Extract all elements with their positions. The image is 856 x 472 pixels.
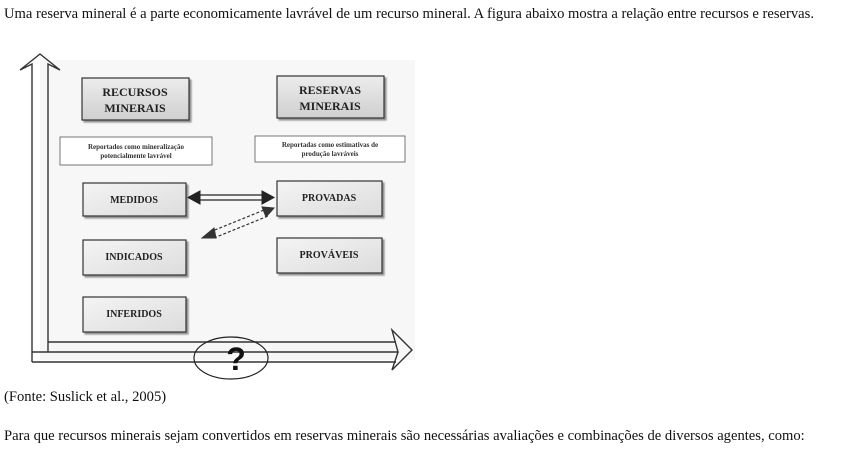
provaveis-label: PROVÁVEIS [299, 250, 359, 261]
figure-source: (Fonte: Suslick et al., 2005) [4, 389, 167, 405]
provaveis-box [277, 238, 382, 273]
reservas-title-line1: RESERVAS [298, 83, 362, 97]
indicados-label: INDICADOS [105, 252, 163, 263]
reservas-minerais-box [277, 76, 384, 118]
inferidos-box [83, 297, 186, 332]
reservas-title-line2: MINERAIS [299, 99, 361, 113]
question-mark: ? [226, 341, 246, 377]
recursos-title-line2: MINERAIS [104, 101, 166, 115]
indicados-box [83, 240, 186, 275]
recursos-minerais-box [82, 78, 189, 120]
medidos-box [83, 183, 186, 216]
reservas-note [255, 136, 405, 162]
provadas-box [277, 181, 382, 216]
recursos-title-line1: RECURSOS [102, 85, 168, 99]
question-paragraph: Para que recursos minerais sejam convertidos em reservas minerais são necessárias avaliações e combinações de diversos agentes, como: [4, 428, 805, 444]
resources-reserves-figure [0, 52, 420, 382]
intro-paragraph: Uma reserva mineral é a parte economicamente lavrável de um recurso mineral. A figura abaixo mostra a relação entre recursos e reservas. [4, 6, 814, 22]
reservas-note-line2: produção lavráveis [301, 150, 359, 158]
recursos-note-line1: Reportados como mineralização [87, 143, 185, 151]
recursos-note [60, 137, 212, 165]
medidos-label: MEDIDOS [110, 195, 158, 206]
reservas-note-line1: Reportadas como estimativas de [281, 141, 379, 149]
recursos-note-line2: potencialmente lavrável [100, 152, 172, 160]
inferidos-label: INFERIDOS [106, 309, 162, 320]
provadas-label: PROVADAS [301, 193, 357, 204]
